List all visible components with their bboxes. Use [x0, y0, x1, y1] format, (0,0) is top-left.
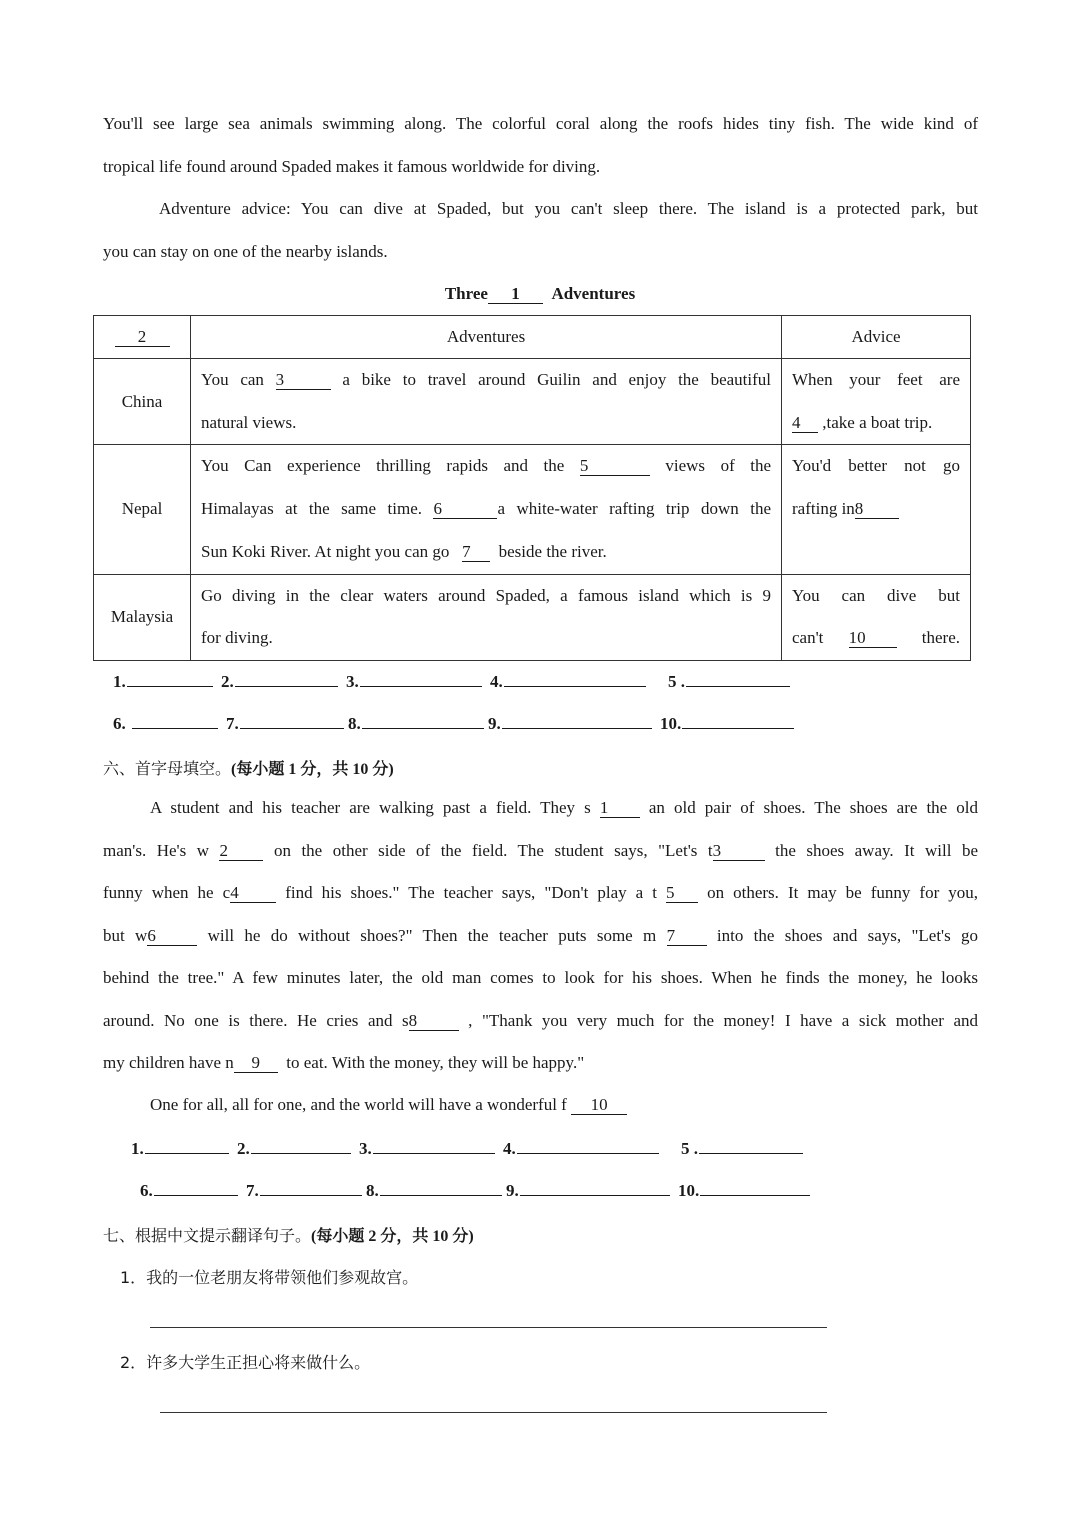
answer-line-a2: 6. 7. 8. 9. 10. [113, 714, 794, 734]
blank-3: 3 [276, 371, 331, 390]
answer-blank[interactable] [517, 1139, 659, 1154]
answer-line-2[interactable] [160, 1412, 827, 1413]
blank: 2 [219, 842, 263, 861]
blank: 6 [147, 927, 197, 946]
adventures-table [93, 315, 971, 661]
passage-line-2: tropical life found around Spaded makes it famous worldwide for diving. [103, 157, 601, 176]
blank-10: 10 [849, 629, 897, 648]
blank-1: 1 [488, 285, 543, 304]
answer-blank[interactable] [362, 714, 484, 729]
answer-blank[interactable] [686, 672, 790, 687]
answer-blank[interactable] [127, 672, 213, 687]
answer-line-1[interactable] [150, 1327, 827, 1328]
advice-cell: When your feet are 4 ,take a boat trip. [782, 359, 971, 445]
blank: 4 [230, 884, 276, 903]
passage-line-1: You'll see large sea animals swimming along. The colorful coral along the roofs hides tiny fish. The wide kind of [103, 114, 978, 133]
blank: 5 [666, 884, 698, 903]
section-6-heading: 六、首字母填空。(每小题 1 分，共 10 分) [103, 759, 394, 778]
answer-blank[interactable] [520, 1181, 670, 1196]
answer-line-a1: 1. 2. 3. 4. 5 . [113, 672, 790, 692]
passage-line-4: you can stay on one of the nearby islands. [103, 242, 388, 261]
answer-blank[interactable] [154, 1181, 238, 1196]
answer-blank[interactable] [682, 714, 794, 729]
blank-5: 5 [580, 457, 650, 476]
header-advice: Advice [782, 316, 971, 359]
blank: 3 [713, 842, 765, 861]
blank: 7 [667, 927, 707, 946]
answer-blank[interactable] [260, 1181, 362, 1196]
country-nepal: Nepal [94, 445, 191, 574]
table-row [94, 574, 971, 660]
blank-7: 7 [462, 543, 490, 562]
answer-blank[interactable] [699, 1139, 803, 1154]
country-china: China [94, 359, 191, 445]
advice-cell: You can dive but can't 10 there. [782, 574, 971, 660]
table-row [94, 445, 971, 574]
country-malaysia: Malaysia [94, 574, 191, 660]
table-title: Three 1 Adventures [444, 284, 636, 303]
table-header-row [94, 316, 971, 359]
s6-line-8: One for all, all for one, and the world will have a wonderful f 10 [150, 1095, 627, 1115]
s6-line-3: funny when he c4 find his shoes." The teacher says, "Don't play a t 5 on others. It may be funny for you, [103, 883, 979, 902]
header-blank-cell [94, 316, 191, 359]
adventure-cell: You can 3 a bike to travel around Guilin and enjoy the beautiful natural views. [191, 359, 782, 445]
answer-line-b2: 6. 7. 8. 9. 10. [140, 1181, 810, 1201]
answer-line-b1: 1. 2. 3. 4. 5 . [131, 1139, 803, 1159]
blank-4: 4 [792, 414, 818, 433]
answer-blank[interactable] [145, 1139, 229, 1154]
answer-blank[interactable] [360, 672, 482, 687]
translation-question-1: 1．我的一位老朋友将带领他们参观故宫。 [120, 1268, 419, 1287]
blank: 9 [234, 1054, 278, 1073]
adventure-cell: Go diving in the clear waters around Spaded, a famous island which is 9 for diving. [191, 574, 782, 660]
blank-2: 2 [115, 328, 170, 347]
s6-line-7: my children have n 9 to eat. With the money, they will be happy." [103, 1053, 585, 1072]
header-adventures: Adventures [191, 316, 782, 359]
table-row [94, 359, 971, 445]
answer-blank[interactable] [251, 1139, 351, 1154]
translation-question-2: 2．许多大学生正担心将来做什么。 [120, 1353, 371, 1372]
blank: 10 [571, 1096, 627, 1115]
advice-cell: You'd better not go rafting in8 [782, 445, 971, 574]
s6-line-1: A student and his teacher are walking past a field. They s 1 an old pair of shoes. The shoes are the old [150, 798, 979, 817]
blank: 1 [600, 799, 640, 818]
answer-blank[interactable] [235, 672, 338, 687]
answer-blank[interactable] [132, 714, 218, 729]
blank-8: 8 [855, 500, 899, 519]
blank-6: 6 [433, 500, 497, 519]
answer-blank[interactable] [700, 1181, 810, 1196]
s6-line-2: man's. He's w 2 on the other side of the field. The student says, "Let's t3 the shoes away. It will be [103, 841, 979, 860]
answer-blank[interactable] [373, 1139, 495, 1154]
answer-blank[interactable] [380, 1181, 502, 1196]
adventure-cell: You Can experience thrilling rapids and the 5 views of the Himalayas at the same time. 6 a white-water rafting trip down the Sun Koki River. At night you can go 7 beside the river. [191, 445, 782, 574]
blank: 8 [409, 1012, 459, 1031]
answer-blank[interactable] [502, 714, 652, 729]
s6-line-6: around. No one is there. He cries and s8 , "Thank you very much for the money! I have a sick mother and [103, 1011, 979, 1030]
section-7-heading: 七、根据中文提示翻译句子。(每小题 2 分，共 10 分) [103, 1226, 474, 1245]
answer-blank[interactable] [504, 672, 646, 687]
s6-line-5: behind the tree." A few minutes later, the old man comes to look for his shoes. When he finds the money, he looks [103, 968, 978, 987]
answer-blank[interactable] [240, 714, 344, 729]
s6-line-4: but w6 will he do without shoes?" Then the teacher puts some m 7 into the shoes and says, "Let's go [103, 926, 979, 945]
passage-line-3: Adventure advice: You can dive at Spaded, but you can't sleep there. The island is a protected park, but [159, 199, 978, 218]
